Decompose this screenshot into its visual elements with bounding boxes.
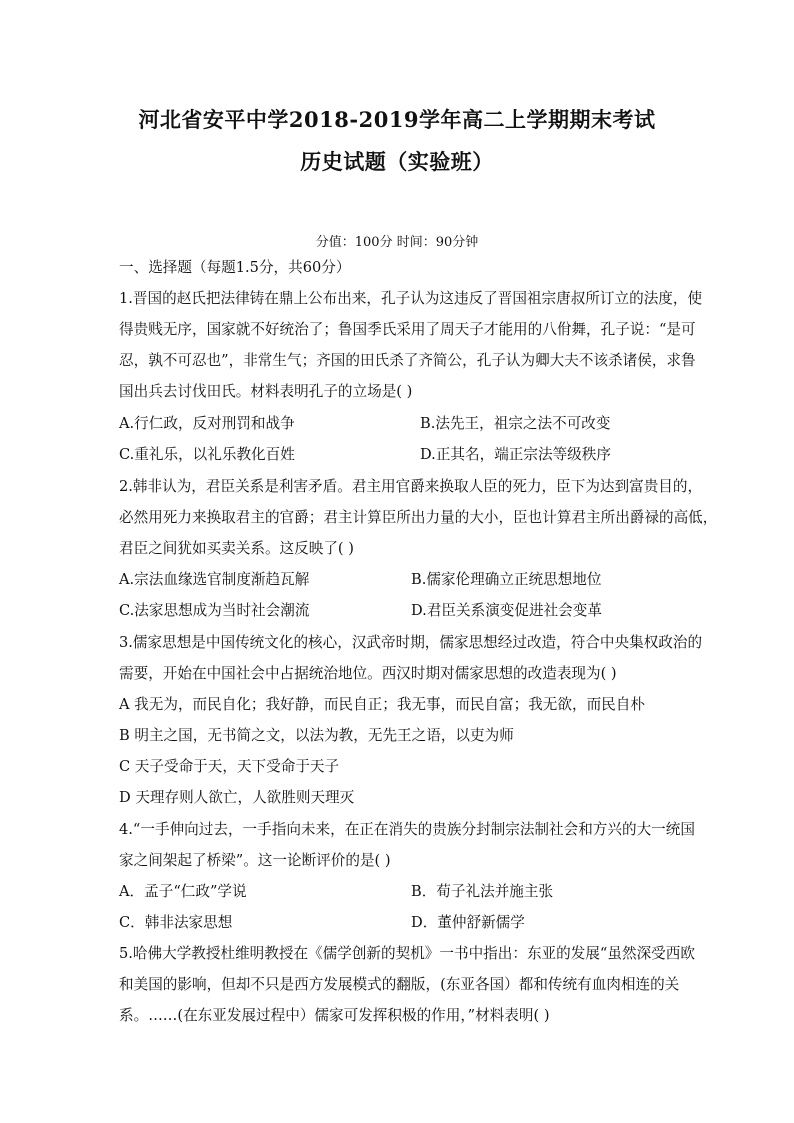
exam-title: 河北省安平中学2018-2019学年高二上学期期末考试 — [138, 107, 656, 132]
q4-line-2: 家之间架起了桥梁”。这一论断评价的是( ) — [119, 852, 391, 869]
q4-option-d: D．董仲舒新儒学 — [411, 914, 525, 931]
q3-option-b: B 明主之国，无书简之文，以法为教，无先王之语，以吏为师 — [119, 727, 514, 744]
score-time-info: 分值：100分 时间：90分钟 — [315, 235, 479, 250]
q1-line-1: 1.晋国的赵氏把法律铸在鼎上公布出来，孔子认为这违反了晋国祖宗唐叔所订立的法度，使 — [119, 290, 703, 307]
q3-option-c: C 天子受命于天，天下受命于天子 — [119, 758, 340, 775]
q1-option-a: A.行仁政，反对刑罚和战争 — [119, 415, 295, 432]
q3-option-d: D 天理存则人欲亡，人欲胜则天理灭 — [119, 789, 355, 806]
q2-line-3: 君臣之间犹如买卖关系。这反映了( ) — [119, 540, 354, 557]
q4-option-a: A．孟子“仁政”学说 — [119, 883, 247, 900]
q5-line-3: 系。……(在东亚发展过程中）儒家可发挥积极的作用，”材料表明( ) — [119, 1007, 550, 1024]
q1-option-c: C.重礼乐，以礼乐教化百姓 — [119, 446, 295, 463]
q1-option-b: B.法先王，祖宗之法不可改变 — [420, 415, 611, 432]
q3-line-2: 需要，开始在中国社会中占据统治地位。西汉时期对儒家思想的改造表现为( ) — [119, 665, 617, 682]
section-heading: 一、选择题（每题1.5分，共60分） — [119, 259, 351, 276]
q2-option-c: C.法家思想成为当时社会潮流 — [119, 602, 310, 619]
q2-option-d: D.君臣关系演变促进社会变革 — [411, 602, 602, 619]
q4-line-1: 4.“一手伸向过去，一手指向未来，在正在消失的贵族分封制宗法制社会和方兴的大一统国 — [119, 821, 695, 838]
q5-line-2: 和美国的影响，但却不只是西方发展模式的翻版，(东亚各国）都和传统有血肉相连的关 — [119, 976, 680, 993]
q4-option-c: C．韩非法家思想 — [119, 914, 233, 931]
q2-line-2: 必然用死力来换取君主的官爵；君主计算臣所出力量的大小，臣也计算君主所出爵禄的高低， — [119, 509, 718, 526]
q5-line-1: 5.哈佛大学教授杜维明教授在《儒学创新的契机》一书中指出：东亚的发展“虽然深受西欧 — [119, 945, 695, 962]
q2-option-a: A.宗法血缘选官制度渐趋瓦解 — [119, 571, 310, 588]
q1-option-d: D.正其名，端正宗法等级秩序 — [420, 446, 611, 463]
q3-option-a: A 我无为，而民自化；我好静，而民自正；我无事，而民自富；我无欲，而民自朴 — [119, 696, 645, 713]
q2-line-1: 2.韩非认为，君臣关系是利害矛盾。君主用官爵来换取人臣的死力，臣下为达到富贵目的， — [119, 478, 703, 495]
q1-line-2: 得贵贱无序，国家就不好统治了；鲁国季氏采用了周天子才能用的八佾舞，孔子说：“是可 — [119, 321, 696, 338]
q3-line-1: 3.儒家思想是中国传统文化的核心，汉武帝时期，儒家思想经过改造，符合中央集权政治的 — [119, 634, 703, 651]
q4-option-b: B．荀子礼法并施主张 — [411, 883, 554, 900]
q2-option-b: B.儒家伦理确立正统思想地位 — [411, 571, 602, 588]
q1-line-4: 国出兵去讨伐田氏。材料表明孔子的立场是( ) — [119, 383, 413, 400]
exam-subtitle: 历史试题（实验班） — [300, 149, 494, 174]
q1-line-3: 忍，孰不可忍也”，非常生气；齐国的田氏杀了齐简公，孔子认为卿大夫不该杀诸侯，求鲁 — [119, 352, 696, 369]
